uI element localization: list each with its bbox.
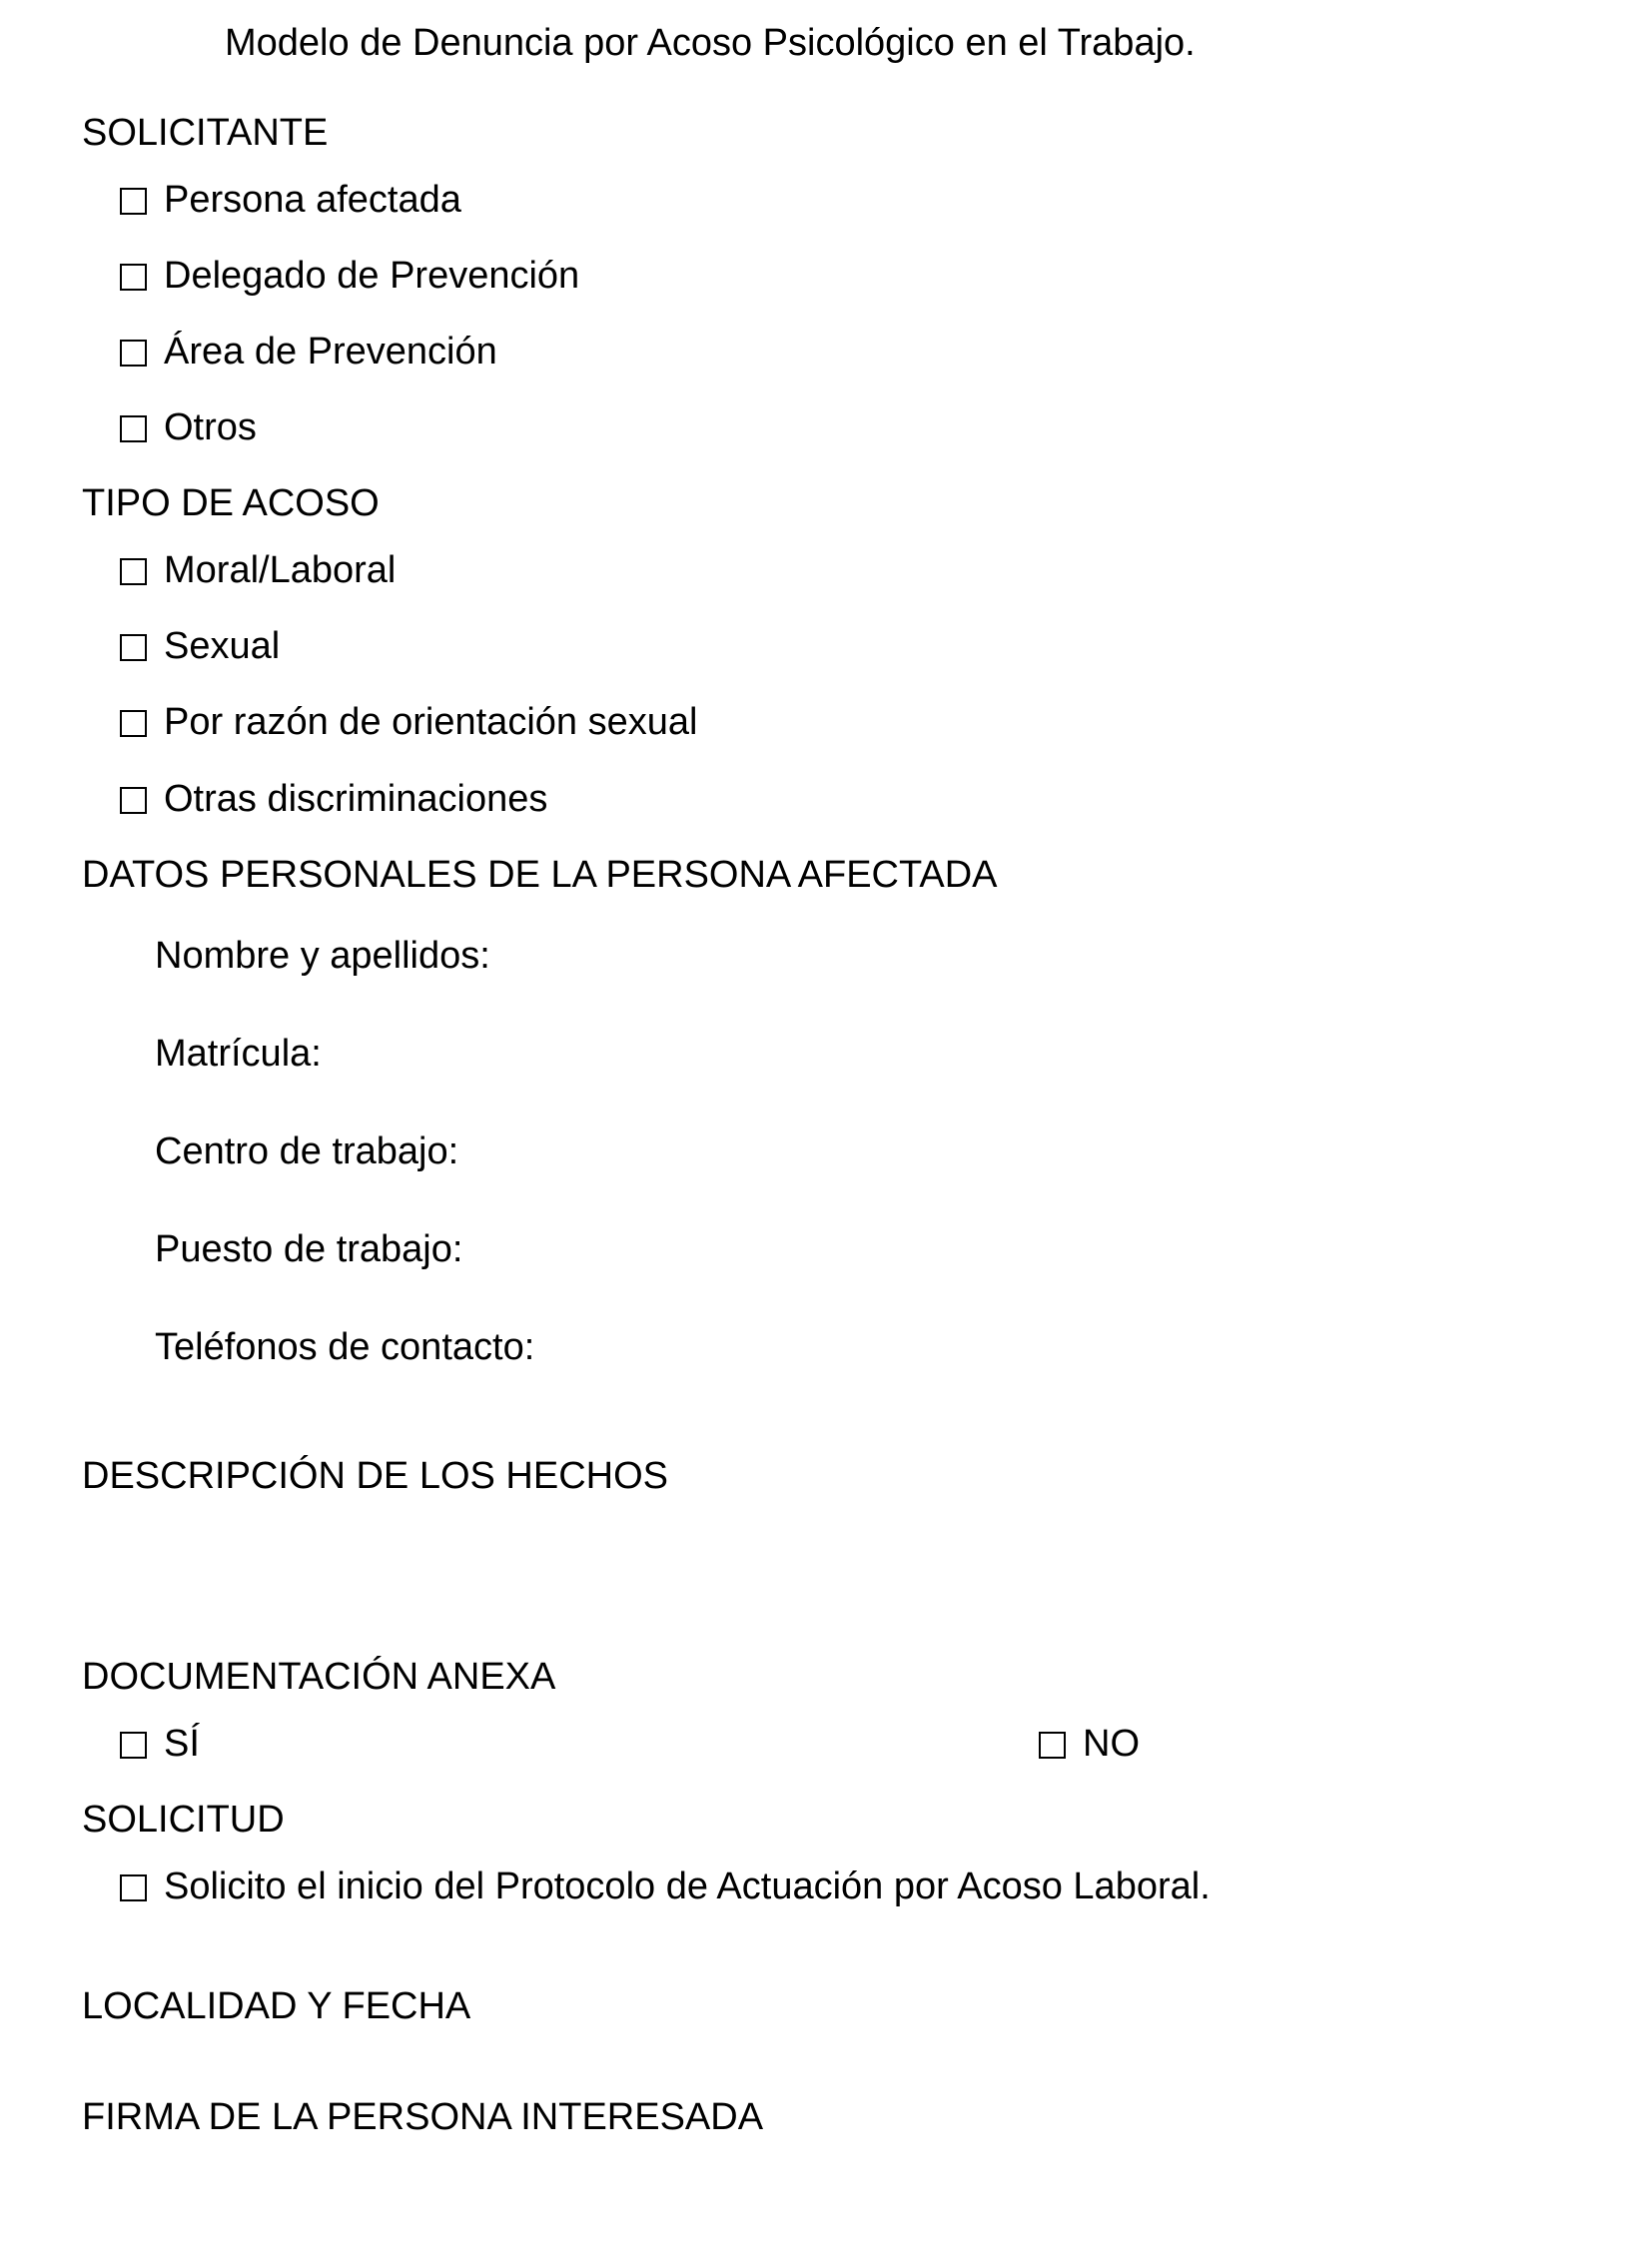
tipo-acoso-heading: TIPO DE ACOSO bbox=[82, 482, 380, 524]
option-label: Otros bbox=[164, 406, 257, 448]
descripcion-heading: DESCRIPCIÓN DE LOS HECHOS bbox=[82, 1455, 668, 1497]
tipo-acoso-option-orientacion[interactable] bbox=[120, 703, 697, 741]
tipo-acoso-option-otras[interactable] bbox=[120, 780, 547, 818]
solicitud-heading: SOLICITUD bbox=[82, 1799, 285, 1841]
checkbox[interactable] bbox=[120, 188, 147, 215]
solicitante-option-delegado[interactable] bbox=[120, 257, 579, 295]
option-label: Sexual bbox=[164, 625, 281, 667]
solicitud-option-protocolo[interactable] bbox=[120, 1868, 1211, 1905]
tipo-acoso-option-moral[interactable] bbox=[120, 551, 396, 589]
checkbox[interactable] bbox=[1039, 1732, 1066, 1759]
localidad-fecha-heading: LOCALIDAD Y FECHA bbox=[82, 1985, 471, 2027]
checkbox[interactable] bbox=[120, 787, 147, 814]
checkbox[interactable] bbox=[120, 634, 147, 661]
field-telefonos: Teléfonos de contacto: bbox=[155, 1326, 535, 1368]
datos-personales-heading: DATOS PERSONALES DE LA PERSONA AFECTADA bbox=[82, 854, 998, 896]
checkbox[interactable] bbox=[120, 1732, 147, 1759]
solicitante-heading: SOLICITANTE bbox=[82, 112, 329, 154]
option-label: SÍ bbox=[164, 1723, 200, 1765]
checkbox[interactable] bbox=[120, 340, 147, 367]
option-label: Área de Prevención bbox=[164, 331, 497, 373]
option-label: Otras discriminaciones bbox=[164, 778, 548, 820]
documentacion-option-no[interactable] bbox=[1039, 1725, 1140, 1763]
checkbox[interactable] bbox=[120, 415, 147, 442]
option-label: Por razón de orientación sexual bbox=[164, 701, 698, 743]
field-centro-trabajo: Centro de trabajo: bbox=[155, 1130, 459, 1172]
option-label: Moral/Laboral bbox=[164, 549, 397, 591]
checkbox[interactable] bbox=[120, 1874, 147, 1901]
option-label: Solicito el inicio del Protocolo de Actuación por Acoso Laboral. bbox=[164, 1866, 1211, 1907]
option-label: Delegado de Prevención bbox=[164, 255, 580, 297]
tipo-acoso-option-sexual[interactable] bbox=[120, 627, 280, 665]
solicitante-option-persona-afectada[interactable] bbox=[120, 181, 461, 219]
option-label: Persona afectada bbox=[164, 179, 461, 221]
field-matricula: Matrícula: bbox=[155, 1033, 322, 1075]
solicitante-option-area[interactable] bbox=[120, 333, 497, 371]
solicitante-option-otros[interactable] bbox=[120, 408, 257, 446]
documentacion-heading: DOCUMENTACIÓN ANEXA bbox=[82, 1656, 556, 1698]
checkbox[interactable] bbox=[120, 558, 147, 585]
document-title: Modelo de Denuncia por Acoso Psicológico en el Trabajo. bbox=[225, 22, 1196, 64]
documentacion-option-si[interactable] bbox=[120, 1725, 200, 1763]
field-puesto-trabajo: Puesto de trabajo: bbox=[155, 1228, 463, 1270]
field-nombre-apellidos: Nombre y apellidos: bbox=[155, 935, 490, 977]
firma-heading: FIRMA DE LA PERSONA INTERESADA bbox=[82, 2096, 764, 2138]
checkbox[interactable] bbox=[120, 710, 147, 737]
option-label: NO bbox=[1083, 1723, 1140, 1765]
checkbox[interactable] bbox=[120, 264, 147, 291]
